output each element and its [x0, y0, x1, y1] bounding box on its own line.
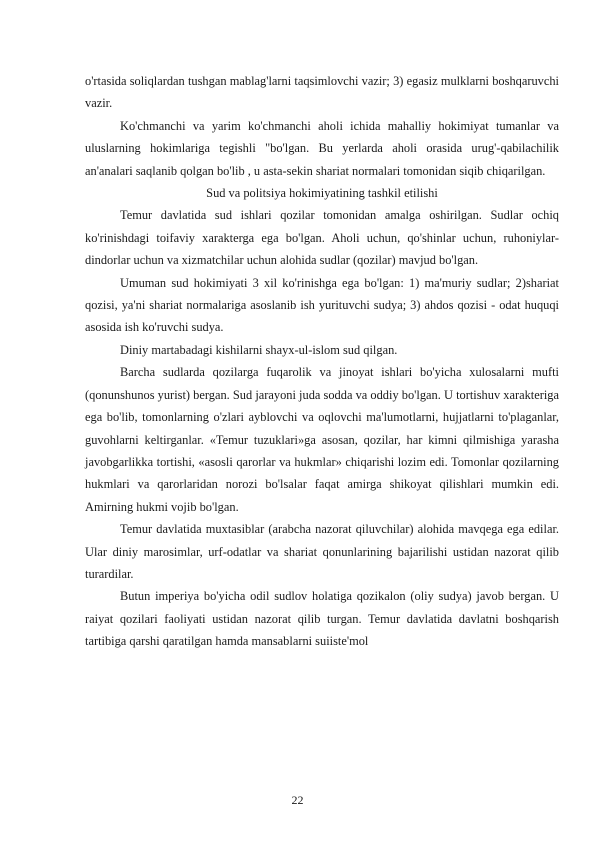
paragraph-local-authority: Ko'chmanchi va yarim ko'chmanchi aholi ichida mahalliy hokimiyat tumanlar va uluslarning hokimlariga tegishli "bo'lgan. Bu yerlarda aholi orasida urug'-qabilachilik an'analari saqlanib qolgan bo'lib , u asta-sekin shariat normalari tomonidan siqib chiqarilgan. — [85, 118, 559, 178]
paragraph-mufti: Barcha sudlarda qozilarga fuqarolik va jinoyat ishlari bo'yicha xulosalarni mufti (qonunshunos yurist) bergan. Sud jarayoni juda sodda va oddiy bo'lgan. U tortishuv xarakteriga ega bo'lib, tomonlarning o'zlari ayblovchi va oqlovchi ma'lumotlarni, hujjatlarni to'plaganlar, guvohlarni keltirganlar. «Temur tuzuklari»ga asosan, qozilar, har kimni qilmishiga yarasha javobgarlikka tortishi, «asosli qarorlar va hukmlar» chiqarishi lozim edi. Tomonlar qozilarning hukmlari va qarorlaridan norozi bo'lsalar faqat amirga shikoyat qilishlari mumkin edi. Amirning hukmi vojib bo'lgan. — [85, 365, 559, 514]
section-heading: Sud va politsiya hokimiyatining tashkil etilishi — [206, 186, 438, 201]
document-page — [85, 70, 559, 653]
paragraph-courts: Temur davlatida sud ishlari qozilar tomonidan amalga oshirilgan. Sudlar ochiq ko'rinishdagi toifaviy xarakterga ega bo'lgan. Aholi uchun, qo'shinlar uchun, ruhoniylar-dindorlar uchun va xizmatchilar uchun alohida sudlar (qozilar) mavjud bo'lgan. — [85, 208, 559, 268]
paragraph-muxtasib: Temur davlatida muxtasiblar (arabcha nazorat qiluvchilar) alohida mavqega ega edilar. Ular diniy marosimlar, urf-odatlar va shariat qonunlarining bajarilishi ustidan nazorat qilib turardilar. — [85, 522, 559, 581]
paragraph-qozikalon: Butun imperiya bo'yicha odil sudlov holatiga qozikalon (oliy sudya) javob bergan. U raiyat qozilari faoliyati ustidan nazorat qilib turgan. Temur davlatida davlatni boshqarish tartibiga qarshi qaratilgan hamda mansablarni suiiste'mol — [85, 589, 559, 649]
paragraph-religious-court: Diniy martabadagi kishilarni shayx-ul-islom sud qilgan. — [120, 342, 398, 357]
paragraph-continuation: o'rtasida soliqlardan tushgan mablag'larni taqsimlovchi vazir; 3) egasiz mulklarni boshqaruvchi vazir. — [85, 74, 559, 111]
page-number: 22 — [291, 793, 304, 807]
paragraph-court-types: Umuman sud hokimiyati 3 xil ko'rinishga ega bo'lgan: 1) ma'muriy sudlar; 2)shariat qozisi, ya'ni shariat normalariga asoslanib ish yurituvchi sudya; 3) ahdos qozisi - odat huquqi asosida ish ko'ruvchi sudya. — [85, 275, 559, 335]
